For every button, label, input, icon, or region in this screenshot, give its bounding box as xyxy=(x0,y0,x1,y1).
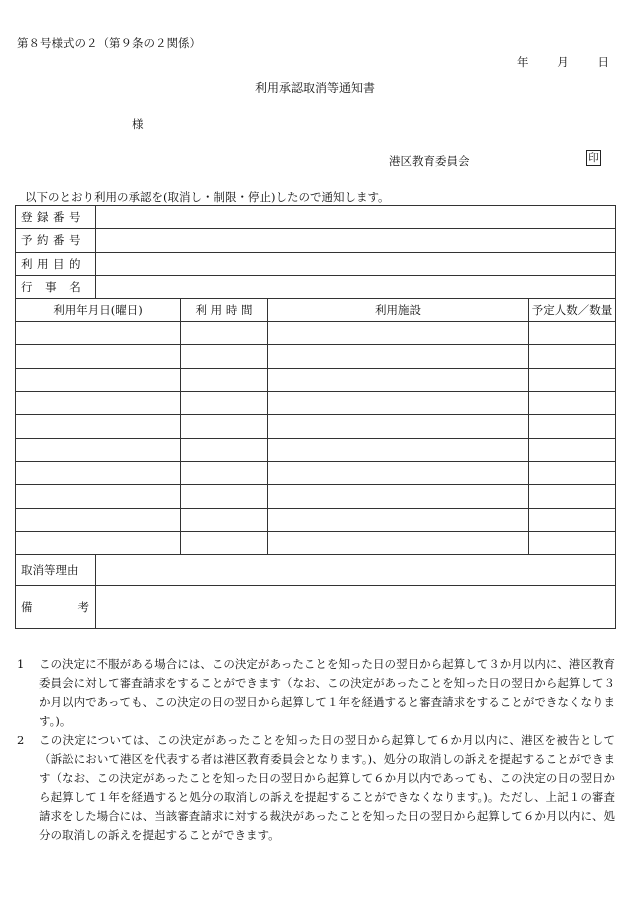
remarks-label-right: 考 xyxy=(77,600,89,615)
reservation-number-label: 予約番号 xyxy=(16,229,96,252)
entry-row xyxy=(16,415,616,438)
seal-mark: 印 xyxy=(586,150,601,166)
entry-time-cell xyxy=(181,531,268,554)
entry-row xyxy=(16,438,616,461)
entry-quantity-cell xyxy=(529,438,616,461)
reservation-number-value xyxy=(96,229,616,252)
entry-date-cell xyxy=(16,438,181,461)
entry-time-cell xyxy=(181,461,268,484)
date-day-label: 日 xyxy=(597,55,609,69)
entry-quantity-cell xyxy=(529,508,616,531)
remarks-label xyxy=(16,586,96,629)
column-header-date: 利用年月日(曜日) xyxy=(16,299,181,322)
entry-row xyxy=(16,531,616,554)
entry-time-cell xyxy=(181,438,268,461)
note-text: この決定に不服がある場合には、この決定があったことを知った日の翌日から起算して３か月以内に、港区教育委員会に対して審査請求をすることができます（なお、この決定があったことを知った日の翌日から起算して３か月以内であっても、この決定の日の翌日から起算して１年を経過すると審査請求をすることができなくなります。)。 xyxy=(39,657,615,728)
entry-quantity-cell xyxy=(529,345,616,368)
entry-date-cell xyxy=(16,461,181,484)
entry-time-cell xyxy=(181,368,268,391)
reason-row xyxy=(16,555,616,586)
entry-time-cell xyxy=(181,485,268,508)
entry-date-cell xyxy=(16,531,181,554)
entry-time-cell xyxy=(181,392,268,415)
entry-row xyxy=(16,461,616,484)
note-number: 1 xyxy=(17,657,25,671)
entry-quantity-cell xyxy=(529,461,616,484)
event-name-value xyxy=(96,275,616,298)
entry-quantity-cell xyxy=(529,415,616,438)
form-number-label: 第８号様式の２（第９条の２関係） xyxy=(17,36,201,50)
entry-date-cell xyxy=(16,392,181,415)
entry-facility-cell xyxy=(268,322,529,345)
date-line xyxy=(517,54,609,70)
entry-row xyxy=(16,508,616,531)
purpose-value xyxy=(96,252,616,275)
entry-quantity-cell xyxy=(529,531,616,554)
note-item xyxy=(17,655,615,731)
registration-number-value xyxy=(96,206,616,229)
date-month-label: 月 xyxy=(557,55,569,69)
note-item xyxy=(17,731,615,845)
date-year-label: 年 xyxy=(517,55,529,69)
entry-date-cell xyxy=(16,415,181,438)
entry-row xyxy=(16,368,616,391)
entry-row xyxy=(16,485,616,508)
intro-text: 以下のとおり利用の承認を(取消し・制限・停止)したので通知します。 xyxy=(25,190,390,204)
info-row xyxy=(16,206,616,229)
note-number: 2 xyxy=(17,733,25,747)
entry-date-cell xyxy=(16,322,181,345)
column-header-row xyxy=(16,299,616,322)
entry-facility-cell xyxy=(268,415,529,438)
entry-row xyxy=(16,392,616,415)
info-row xyxy=(16,229,616,252)
notice-table xyxy=(15,205,616,629)
entry-date-cell xyxy=(16,368,181,391)
entry-quantity-cell xyxy=(529,485,616,508)
entry-facility-cell xyxy=(268,485,529,508)
entry-facility-cell xyxy=(268,368,529,391)
registration-number-label: 登録番号 xyxy=(16,206,96,229)
entry-row xyxy=(16,345,616,368)
column-header-time: 利 用 時 間 xyxy=(181,299,268,322)
info-row xyxy=(16,252,616,275)
issuer-name: 港区教育委員会 xyxy=(389,154,470,168)
entry-facility-cell xyxy=(268,461,529,484)
column-header-facility: 利用施設 xyxy=(268,299,529,322)
entry-quantity-cell xyxy=(529,368,616,391)
reason-value xyxy=(96,555,616,586)
remarks-value xyxy=(96,586,616,629)
entry-quantity-cell xyxy=(529,392,616,415)
addressee-suffix: 様 xyxy=(132,117,144,131)
event-name-label: 行 事 名 xyxy=(16,275,96,298)
reason-label: 取消等理由 xyxy=(16,555,96,586)
entry-facility-cell xyxy=(268,392,529,415)
note-text: この決定については、この決定があったことを知った日の翌日から起算して６か月以内に、港区を被告として（訴訟において港区を代表する者は港区教育委員会となります。)、処分の取消しの訴えを提起することができます（なお、この決定があったことを知った日の翌日から起算して６か月以内であっても、この決定の日の翌日から起算して１年を経過すると処分の取消しの訴えを提起することができなくなります。)。ただし、上記１の審査請求をした場合には、当該審査請求に対する裁決があったことを知った日の翌日から起算して６か月以内に、処分の取消しの訴えを提起することができます。 xyxy=(39,733,615,842)
entry-facility-cell xyxy=(268,531,529,554)
purpose-label: 利用目的 xyxy=(16,252,96,275)
entry-date-cell xyxy=(16,345,181,368)
entry-facility-cell xyxy=(268,345,529,368)
notes-section xyxy=(17,655,615,845)
entry-quantity-cell xyxy=(529,322,616,345)
entry-date-cell xyxy=(16,485,181,508)
entry-facility-cell xyxy=(268,438,529,461)
remarks-label-left: 備 xyxy=(21,600,33,615)
entry-time-cell xyxy=(181,345,268,368)
entry-facility-cell xyxy=(268,508,529,531)
remarks-row xyxy=(16,586,616,629)
entry-row xyxy=(16,322,616,345)
column-header-quantity: 予定人数／数量 xyxy=(529,299,616,322)
entry-time-cell xyxy=(181,415,268,438)
entry-time-cell xyxy=(181,508,268,531)
entry-time-cell xyxy=(181,322,268,345)
entry-date-cell xyxy=(16,508,181,531)
info-row xyxy=(16,275,616,298)
document-title: 利用承認取消等通知書 xyxy=(254,81,375,95)
